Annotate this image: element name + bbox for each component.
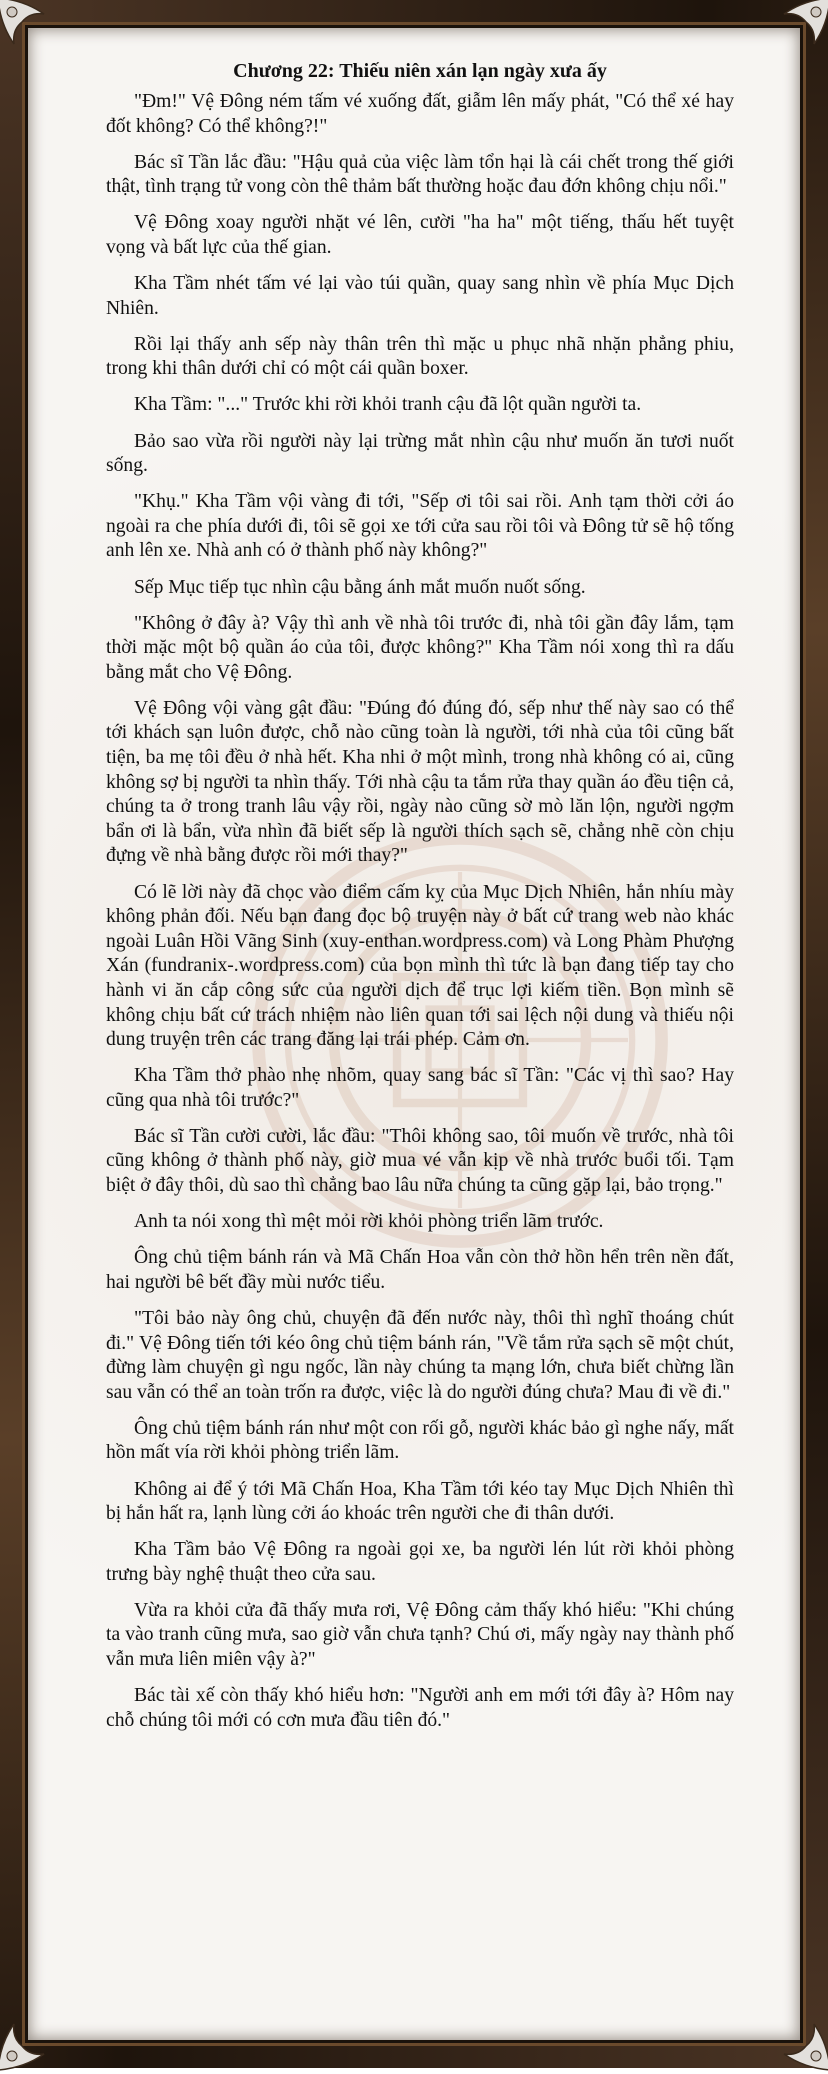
ornament-corner-icon (0, 2020, 48, 2074)
paragraph: Sếp Mục tiếp tục nhìn cậu bằng ánh mắt muốn nuốt sống. (106, 576, 734, 601)
paragraph: Kha Tầm nhét tấm vé lại vào túi quần, quay sang nhìn về phía Mục Dịch Nhiên. (106, 272, 734, 321)
paragraph: Có lẽ lời này đã chọc vào điểm cấm kỵ của Mục Dịch Nhiên, hắn nhíu mày không phản đối. Nếu bạn đang đọc bộ truyện này ở bất cứ trang web nào khác ngoài Luân Hồi Vãng Sinh (xuy-enthan.wordpress.com) và Long Phàm Phượng Xán (fundranix-.wordpress.com) của bọn mình thì tức là bạn đang tiếp tay cho hành vi ăn cắp công sức của người dịch để trục lợi kiếm tiền. Bọn mình sẽ không chịu bất cứ trách nhiệm nào liên quan tới sai lệch nội dung và thiếu nội dung truyện trên các trang đăng lại trái phép. Cảm ơn. (106, 881, 734, 1053)
paragraph: Anh ta nói xong thì mệt mỏi rời khỏi phòng triển lãm trước. (106, 1210, 734, 1235)
paragraph: Kha Tầm thở phào nhẹ nhõm, quay sang bác sĩ Tần: "Các vị thì sao? Hay cũng qua nhà tôi trước?" (106, 1064, 734, 1113)
chapter-content (106, 58, 734, 1745)
paragraph: Vệ Đông vội vàng gật đầu: "Đúng đó đúng đó, sếp như thế này sao có thể tới khách sạn luôn được, chỗ nào cũng toàn là người, tới nhà của tôi cũng bất tiện, ba mẹ tôi đều ở nhà hết. Kha nhi ở một mình, trong nhà không có ai, cũng không sợ bị người ta nhìn thấy. Tới nhà cậu ta tắm rửa thay quần áo đều tiện cả, chúng ta ở trong tranh lâu vậy rồi, ngày nào cũng sờ mò lăn lộn, người ngợm bẩn ơi là bẩn, vừa nhìn đã biết sếp là người thích sạch sẽ, chẳng nhẽ còn chịu đựng về nhà bằng được rồi mới thay?" (106, 697, 734, 869)
ornament-corner-icon (0, 0, 48, 48)
ornament-corner-icon (780, 0, 828, 48)
paragraph: Bảo sao vừa rồi người này lại trừng mắt nhìn cậu như muốn ăn tươi nuốt sống. (106, 430, 734, 479)
chapter-body (106, 90, 734, 1733)
paragraph: Rồi lại thấy anh sếp này thân trên thì mặc u phục nhã nhặn phẳng phiu, trong khi thân dưới chỉ có một cái quần boxer. (106, 333, 734, 382)
paragraph: Không ai để ý tới Mã Chấn Hoa, Kha Tầm tới kéo tay Mục Dịch Nhiên thì bị hắn hất ra, lạnh lùng cởi áo khoác trên người che đi thân dưới. (106, 1478, 734, 1527)
paragraph: Vệ Đông xoay người nhặt vé lên, cười "ha ha" một tiếng, thấu hết tuyệt vọng và bất lực của thế gian. (106, 211, 734, 260)
paragraph: "Đm!" Vệ Đông ném tấm vé xuống đất, giẫm lên mấy phát, "Có thể xé hay đốt không? Có thể không?!" (106, 90, 734, 139)
paragraph: Bác tài xế còn thấy khó hiểu hơn: "Người anh em mới tới đây à? Hôm nay chỗ chúng tôi mới có cơn mưa đầu tiên đó." (106, 1684, 734, 1733)
paragraph: Bác sĩ Tần lắc đầu: "Hậu quả của việc làm tổn hại là cái chết trong thế giới thật, tình trạng tử vong còn thê thảm bất thường hoặc đau đớn không chịu nổi." (106, 151, 734, 200)
paragraph: Kha Tầm: "..." Trước khi rời khỏi tranh cậu đã lột quần người ta. (106, 393, 734, 418)
ornament-corner-icon (780, 2020, 828, 2074)
paragraph: Kha Tầm bảo Vệ Đông ra ngoài gọi xe, ba người lén lút rời khỏi phòng trưng bày nghệ thuật theo cửa sau. (106, 1538, 734, 1587)
chapter-title: Chương 22: Thiếu niên xán lạn ngày xưa ấy (106, 58, 734, 84)
paragraph: Ông chủ tiệm bánh rán và Mã Chấn Hoa vẫn còn thở hồn hển trên nền đất, hai người bê bết đầy mùi nước tiểu. (106, 1246, 734, 1295)
paragraph: "Không ở đây à? Vậy thì anh về nhà tôi trước đi, nhà tôi gần đây lắm, tạm thời mặc một bộ quần áo của tôi, được không?" Kha Tầm nói xong thì ra dấu bằng mắt cho Vệ Đông. (106, 612, 734, 686)
paragraph: "Khụ." Kha Tầm vội vàng đi tới, "Sếp ơi tôi sai rồi. Anh tạm thời cởi áo ngoài ra che phía dưới đi, tôi sẽ gọi xe tới cửa sau rồi tôi và Đông tử sẽ hộ tống anh lên xe. Nhà anh có ở thành phố này không?" (106, 490, 734, 564)
paragraph: Ông chủ tiệm bánh rán như một con rối gỗ, người khác bảo gì nghe nấy, mất hồn mất vía rời khỏi phòng triển lãm. (106, 1417, 734, 1466)
paragraph: Bác sĩ Tần cười cười, lắc đầu: "Thôi không sao, tôi muốn về trước, nhà tôi cũng không ở thành phố này, giờ mua vé vẫn kịp về nhà trước buổi tối. Tạm biệt ở đây thôi, dù sao thì chẳng bao lâu nữa chúng ta cũng gặp lại, bảo trọng." (106, 1125, 734, 1199)
paragraph: "Tôi bảo này ông chủ, chuyện đã đến nước này, thôi thì nghĩ thoáng chút đi." Vệ Đông tiến tới kéo ông chủ tiệm bánh rán, "Về tắm rửa sạch sẽ một chút, đừng làm chuyện gì ngu ngốc, lần này chúng ta mạng lớn, chưa biết chừng lần sau vẫn có thể an toàn trốn ra được, việc là do người đúng chưa? Mau đi về đi." (106, 1307, 734, 1405)
paragraph: Vừa ra khỏi cửa đã thấy mưa rơi, Vệ Đông cảm thấy khó hiểu: "Khi chúng ta vào tranh cũng mưa, sao giờ vẫn chưa tạnh? Chú ơi, mấy ngày nay thành phố vẫn mưa liên miên vậy à?" (106, 1599, 734, 1673)
